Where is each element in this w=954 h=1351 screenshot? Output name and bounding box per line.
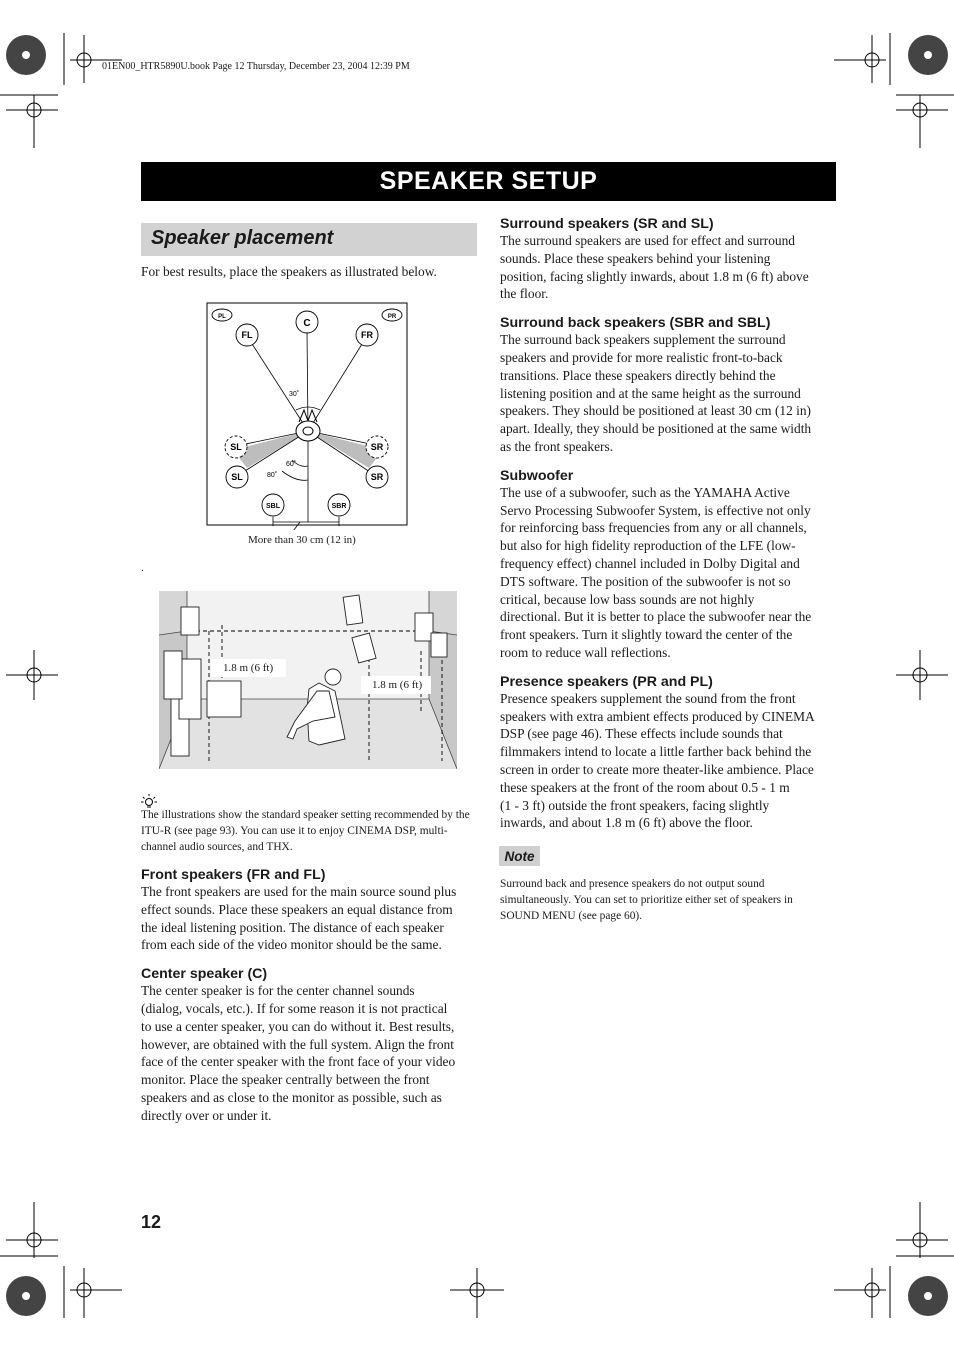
front-speakers-text [141, 883, 481, 954]
label-c: C [303, 318, 311, 329]
presence-speakers-heading: Presence speakers (PR and PL) [500, 673, 713, 690]
diagram-caption: More than 30 cm (12 in) [248, 534, 356, 546]
text-line: room to reduce wall reflections. [500, 644, 671, 660]
text-line: from each side of the video monitor should be the same. [141, 937, 442, 953]
text-line: but also for high fidelity reproduction of the LFE (low- [500, 538, 796, 554]
text-line: face of the center speaker with the front face of your video [141, 1054, 456, 1070]
presence-speakers-text [500, 690, 840, 832]
angle-30-label: 30˚ [289, 391, 300, 398]
text-line: directly over or under it. [141, 1107, 272, 1123]
text-line: sounds. Place these speakers behind your listening [500, 250, 771, 266]
subwoofer-text [500, 484, 840, 662]
front-speakers-heading: Front speakers (FR and FL) [141, 867, 326, 883]
text-line: monitor. Place the speaker centrally between the front [141, 1072, 430, 1088]
tip-text: The illustrations show the standard speaker setting recommended by the ITU-R (see page 93). You can use it to enjoy CINEMA DSP, multi-channel audio sources, and THX. [141, 809, 470, 853]
angle-60-label: 60˚ [286, 461, 297, 468]
label-fr: FR [361, 330, 373, 340]
angle-80-label: 80˚ [267, 472, 278, 479]
label-pr: PR [387, 314, 397, 320]
text-line: DSP (see page 46). These effects include sounds that [500, 726, 783, 742]
label-sl-alt: SL [230, 442, 242, 452]
text-line: the ideal listening position. The distance of each speaker [141, 919, 444, 935]
text-line: effect sounds. Place these speakers an equal distance from [141, 901, 453, 917]
text-line: speakers and provide for more realistic front-to-back [500, 349, 783, 365]
text-line: speakers with extra ambient effects produced by CINEMA [500, 708, 815, 724]
text-line: filmmakers intend to locate a little farther back behind the [500, 744, 812, 760]
page-title: SPEAKER SETUP [141, 162, 836, 201]
center-speaker-text [141, 982, 481, 1124]
text-line: frequency effect) channel included in Dolby Digital and [500, 555, 800, 571]
text-line: simultaneously. You can set to prioritize either set of speakers in [500, 894, 793, 906]
page-number: 12 [141, 1212, 162, 1232]
surround-speakers-heading: Surround speakers (SR and SL) [500, 216, 714, 232]
text-line: listening position and at the same height as the surround [500, 385, 801, 401]
text-line: (1 - 3 ft) outside the front speakers, facing slightly [500, 797, 770, 813]
stray-dot: . [141, 562, 144, 574]
label-sl: SL [231, 472, 243, 482]
placement-intro: For best results, place the speakers as illustrated below. [141, 264, 437, 279]
text-line: transitions. Place these speakers directly behind the [500, 367, 776, 383]
text-line: Presence speakers supplement the sound from the front [500, 690, 796, 706]
text-line: The surround back speakers supplement the surround [500, 332, 786, 348]
text-line: position, facing slightly inwards, about 1.8 m (6 ft) above [500, 268, 809, 284]
text-line: critical, because low bass sounds are not highly [500, 591, 755, 607]
surround-back-heading: Surround back speakers (SBR and SBL) [500, 315, 771, 332]
text-line: speakers. They should be positioned at least 30 cm (12 in) [500, 403, 812, 419]
section-title: Speaker placement [151, 227, 334, 249]
text-line: SOUND MENU (see page 60). [500, 910, 643, 922]
label-pl: PL [218, 314, 226, 320]
text-line: apart. Ideally, they should be positioned at the same width [500, 421, 812, 437]
text-line: speakers and as close to the monitor as possible, such as [141, 1089, 442, 1105]
text-line: as the front speakers. [500, 438, 614, 454]
center-speaker-heading: Center speaker (C) [141, 966, 268, 983]
label-sr: SR [370, 472, 384, 482]
left-column [141, 867, 481, 1125]
text-line: the floor. [500, 286, 549, 302]
text-line: The surround speakers are used for effect and surround [500, 233, 795, 248]
label-sr-alt: SR [370, 442, 384, 452]
note-label: Note [499, 846, 540, 866]
text-line: these speakers at the front of the room about 0.5 - 1 m [500, 779, 790, 795]
height-label-left: 1.8 m (6 ft) [223, 662, 274, 674]
text-line: The center speaker is for the center channel sounds [141, 983, 415, 999]
subwoofer-heading: Subwoofer [500, 467, 574, 484]
surround-back-text [500, 331, 840, 456]
text-line: (dialog, vocals, etc.). If for some reason it is not practical [141, 1000, 448, 1016]
text-line: for reinforcing bass frequencies from any or all channels, [500, 520, 807, 536]
text-line: however, are obtained with the full system. Align the front [141, 1036, 454, 1052]
text-line: The use of a subwoofer, such as the YAMAHA Active [500, 484, 790, 500]
text-line: DTS software. The position of the subwoofer is not so [500, 573, 791, 589]
text-line: to use a center speaker, you can do without it. Best results, [141, 1018, 455, 1034]
speaker-layout-diagram [200, 300, 412, 530]
label-sbr: SBR [331, 503, 347, 510]
surround-speakers-text [500, 232, 840, 303]
text-line: Servo Processing Subwoofer System, is effective not only [500, 502, 811, 518]
label-fl: FL [241, 330, 253, 340]
text-line: The front speakers are used for the main source sound plus [141, 884, 457, 899]
right-column [500, 216, 840, 832]
note-text [500, 876, 840, 924]
text-line: inwards, and about 1.8 m (6 ft) above the floor. [500, 815, 753, 831]
text-line: Surround back and presence speakers do not output sound [500, 878, 765, 890]
height-label-right: 1.8 m (6 ft) [372, 679, 423, 691]
file-info-header: 01EN00_HTR5890U.book Page 12 Thursday, December 23, 2004 12:39 PM [102, 61, 410, 72]
label-sbl: SBL [266, 503, 280, 510]
text-line: screen in order to create more theater-like ambience. Place [500, 761, 814, 777]
text-line: front speakers. Turn it slightly toward the center of the [500, 627, 793, 643]
text-line: directional. But it is better to place the subwoofer near the [500, 609, 812, 625]
